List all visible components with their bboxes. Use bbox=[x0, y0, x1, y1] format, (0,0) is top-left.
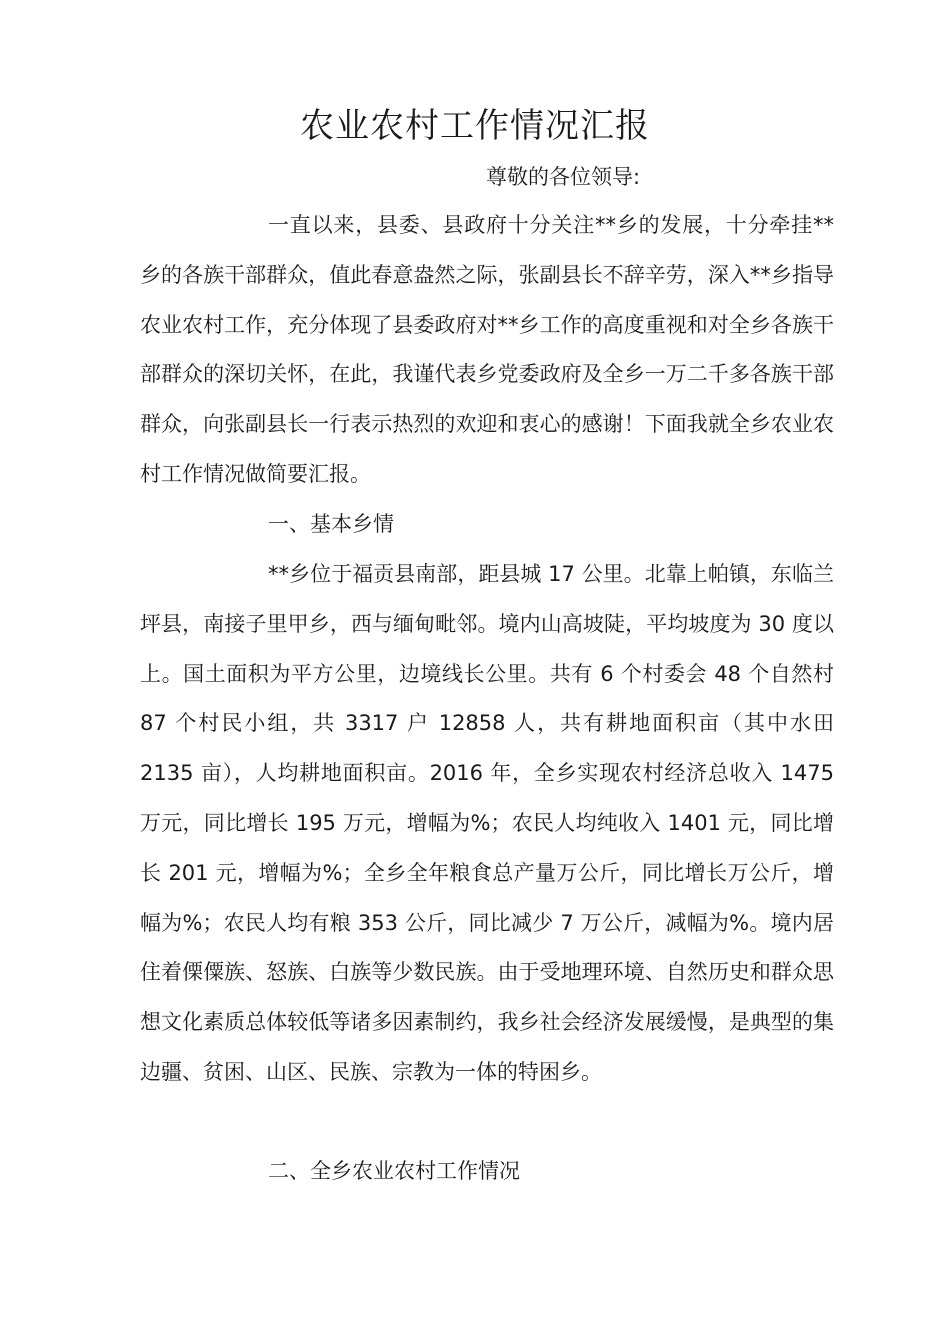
document-title: 农业农村工作情况汇报 bbox=[300, 106, 650, 146]
section-heading-basic-info: 一、基本乡情 bbox=[268, 512, 394, 536]
salutation: 尊敬的各位领导: bbox=[486, 165, 641, 189]
basic-info-paragraph: **乡位于福贡县南部，距县城 17 公里。北靠上帕镇，东临兰坪县，南接子里甲乡，西与缅甸毗邻。境内山高坡陡，平均坡度为 30 度以上。国土面积为平方公里，边境线长公里。共有 6 个村委会 48 个自然村 87 个村民小组，共 3317 户 12858 人，共有耕地面积亩（其中水田 2135 亩），人均耕地面积亩。2016 年，全乡实现农村经济总收入 1475 万元，同比增长 195 万元，增幅为%；农民人均纯收入 1401 元，同比增长 201 元，增幅为%；全乡全年粮食总产量万公斤，同比增长万公斤，增幅为%；农民人均有粮 353 公斤，同比减少 7 万公斤，减幅为%。境内居住着傈僳族、怒族、白族等少数民族。由于受地理环境、自然历史和群众思想文化素质总体较低等诸多因素制约，我乡社会经济发展缓慢，是典型的集边疆、贫困、山区、民族、宗教为一体的特困乡。 bbox=[140, 562, 834, 1084]
opening-paragraph: 一直以来，县委、县政府十分关注**乡的发展，十分牵挂**乡的各族干部群众，值此春意盎然之际，张副县长不辞辛劳，深入**乡指导农业农村工作，充分体现了县委政府对**乡工作的高度重视和对全乡各族干部群众的深切关怀，在此，我谨代表乡党委政府及全乡一万二千多各族干部群众，向张副县长一行表示热烈的欢迎和衷心的感谢！下面我就全乡农业农村工作情况做简要汇报。 bbox=[140, 213, 834, 486]
section-heading-agriculture-work: 二、全乡农业农村工作情况 bbox=[268, 1159, 520, 1183]
